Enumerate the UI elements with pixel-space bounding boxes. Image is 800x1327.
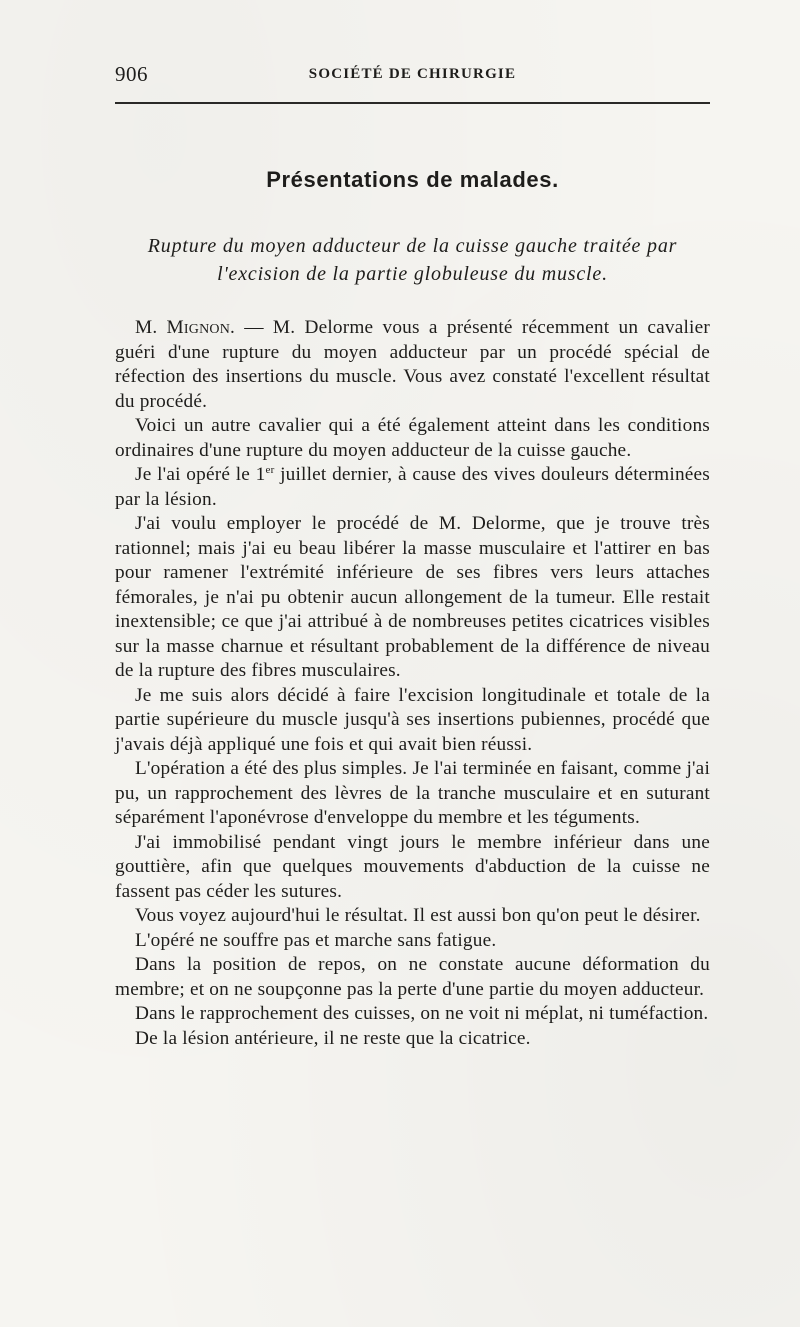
article-title-line-1: Rupture du moyen adducteur de la cuisse gauche traitée par [147, 235, 678, 257]
paragraph-12: De la lésion antérieure, il ne reste que la cicatrice. [135, 1027, 531, 1049]
article-title [115, 232, 710, 288]
paragraph-9: L'opéré ne souffre pas et marche sans fatigue. [135, 929, 497, 951]
paragraph-3-part-a: Je l'ai opéré le 1 [135, 464, 266, 485]
header-rule [115, 102, 710, 104]
ordinal-superscript: er [265, 464, 275, 476]
paragraph-2: Voici un autre cavalier qui a été également atteint dans les conditions ordinaires d'une rupture du moyen adducteur de la cuisse gauche. [115, 415, 710, 461]
article-body [115, 316, 710, 1051]
running-head [115, 62, 710, 90]
paragraph-8: Vous voyez aujourd'hui le résultat. Il est aussi bon qu'on peut le désirer. [135, 905, 701, 926]
paragraph-1 [115, 316, 710, 414]
paragraph-5: Je me suis alors décidé à faire l'excision longitudinale et totale de la partie supérieure du muscle jusqu'à ses insertions pubiennes, procédé que j'avais déjà appliqué une fois et qui avait bien réussi. [115, 684, 710, 755]
paragraph-11: Dans le rapprochement des cuisses, on ne voit ni méplat, ni tuméfaction. [135, 1003, 709, 1024]
paragraph-3-part-b: juillet dernier, à cause des vives douleurs déterminées par la lésion. [115, 464, 710, 510]
paragraph-10: Dans la position de repos, on ne constate aucune déformation du membre; et on ne soupçonne pas la perte d'une partie du moyen adducteur. [115, 954, 710, 1000]
page-number: 906 [115, 62, 148, 86]
paragraph-3 [115, 463, 710, 512]
paragraph-6: L'opération a été des plus simples. Je l'ai terminée en faisant, comme j'ai pu, un rapprochement des lèvres de la tranche musculaire et en suturant séparément l'aponévrose d'enveloppe du membre et les téguments. [115, 758, 710, 828]
speaker-name: M. Mignon. [135, 317, 236, 338]
journal-title: SOCIÉTÉ DE CHIRURGIE [308, 66, 517, 82]
paragraph-4: J'ai voulu employer le procédé de M. Delorme, que je trouve très rationnel; mais j'ai eu beau libérer la masse musculaire et l'attirer en bas pour ramener l'extrémité inférieure de ses fibres vers leurs attaches fémorales, je n'ai pu obtenir aucun allongement de la tumeur. Elle restait inextensible; ce que j'ai attribué à de nombreuses petites cicatrices visibles sur la masse charnue et résultant probablement de la différence de niveau de la rupture des fibres musculaires. [115, 513, 710, 681]
section-title: Présentations de malades. [266, 167, 559, 192]
article-title-line-2: l'excision de la partie globuleuse du muscle. [217, 263, 608, 285]
paragraph-7: J'ai immobilisé pendant vingt jours le membre inférieur dans une gouttière, afin que quelques mouvements d'abduction de la cuisse ne fassent pas céder les sutures. [115, 831, 710, 902]
paragraph-1-text: — M. Delorme vous a présenté récemment un cavalier guéri d'une rupture du moyen adducteur par un procédé spécial de réfection des insertions du muscle. Vous avez constaté l'excellent résultat du procédé. [115, 317, 710, 412]
